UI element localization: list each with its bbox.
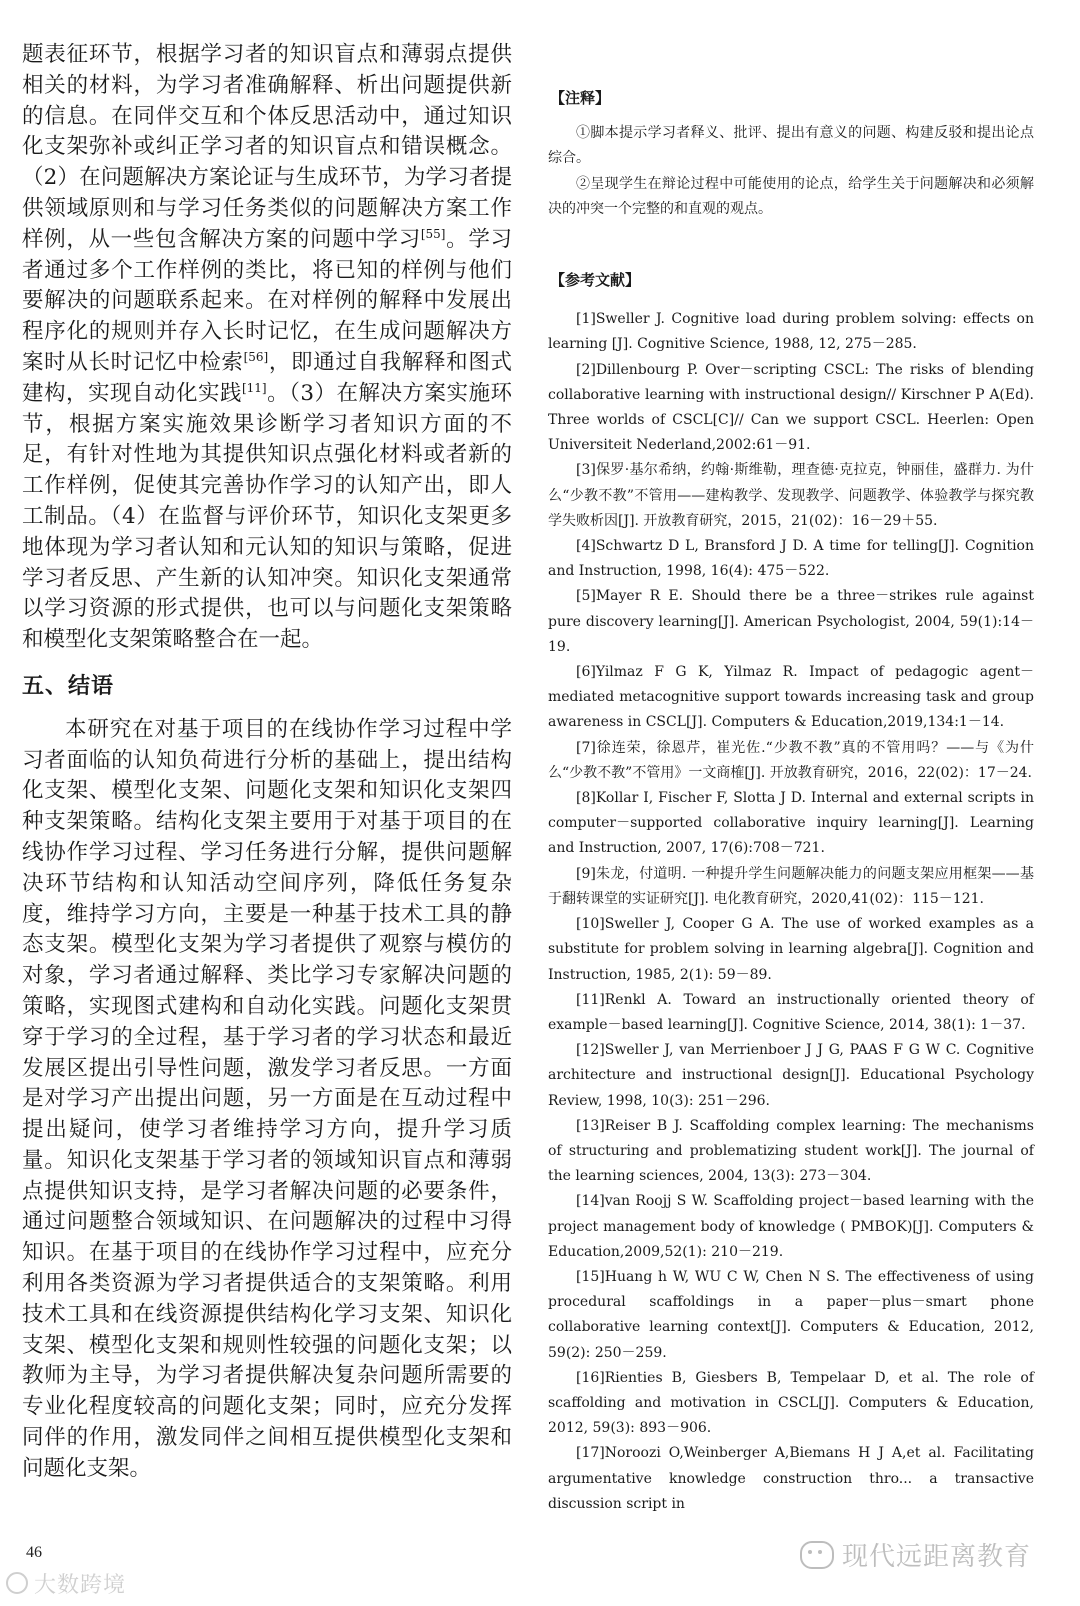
watermark-right-text: 现代远距离教育	[842, 1542, 1032, 1572]
notes-section	[548, 86, 1034, 222]
watermark-left-text: 大数跨境	[34, 1573, 127, 1598]
reference-item: [13]Reiser B J. Scaffolding complex learning: The mechanisms of structuring and problematizing student work[J]. The journal of the learning sciences, 2004, 13(3): 273－304.	[548, 1117, 1034, 1185]
citation-55: [55]	[420, 226, 446, 241]
reference-item: [16]Rienties B, Giesbers B, Tempelaar D, et al. The role of scaffolding and motivation in CSCL[J]. Computers & Education, 2012, 59(3): 893－906.	[548, 1369, 1034, 1437]
body-paragraph-continued: 题表征环节，根据学习者的知识盲点和薄弱点提供相关的材料，为学习者准确解释、析出问题提供新的信息。在同伴交互和个体反思活动中，通过知识化支架弥补或纠正学习者的知识盲点和错误概念。（2）在问题解决方案论证与生成环节，为学习者提供领域原则和与学习任务类似的问题解决方案工作样例，从一些包含解决方案的问题中学习[55]。学习者通过多个工作样例的类比，将已知的样例与他们要解决的问题联系起来。在对样例的解释中发展出程序化的规则并存入长时记忆，在生成问题解决方案时从长时记忆中检索[56]，即通过自我解释和图式建构，实现自动化实践[11]。（3）在解决方案实施环节，根据方案实施效果诊断学习者知识方面的不足，有针对性地为其提供知识点强化材料或者新的工作样例，促使其完善协作学习的认知产出，即人工制品。（4）在监督与评价环节，知识化支架更多地体现为学习者认知和元认知的知识与策略，促进学习者反思、产生新的认知冲突。知识化支架通常以学习资源的形式提供，也可以与问题化支架策略和模型化支架策略整合在一起。	[22, 42, 512, 653]
reference-item: [11]Renkl A. Toward an instructionally oriented theory of example－based learning[J]. Cognitive Science, 2014, 38(1): 1－37.	[548, 991, 1034, 1033]
page-number: 46	[26, 1544, 42, 1561]
watermark-right	[800, 1536, 1031, 1573]
note-item: ②呈现学生在辩论过程中可能使用的论点，给学生关于问题解决和必须解决的冲突一个完整的和直观的观点。	[548, 175, 1034, 217]
reference-item: [14]van Roojj S W. Scaffolding project－based learning with the project management body of knowledge ( PMBOK)[J]. Computers & Education,2009,52(1): 210－219.	[548, 1193, 1034, 1260]
notes-heading: 【注释】	[550, 89, 611, 107]
left-column	[22, 40, 512, 1485]
section-heading-conclusion: 五、结语	[22, 673, 115, 699]
reference-item: [4]Schwartz D L, Bransford J D. A time for telling[J]. Cognition and Instruction, 1998, 16(4): 475－522.	[548, 538, 1034, 580]
reference-item: [3]保罗·基尔希纳，约翰·斯维勒，理查德·克拉克，钟丽佳，盛群力. 为什么“少教不教”不管用——建构教学、发现教学、问题教学、体验教学与探究教学失败析因[J]. 开放教育研究，2015，21(02)：16－29＋55.	[548, 462, 1034, 529]
reference-item: [12]Sweller J, van Merrienboer J J G, PAAS F G W C. Cognitive architecture and instructional design[J]. Educational Psychology Review, 1998, 10(3): 251－296.	[548, 1042, 1034, 1109]
references-heading: 【参考文献】	[550, 271, 641, 290]
right-column	[548, 86, 1034, 1517]
reference-item: [9]朱龙，付道明. 一种提升学生问题解决能力的问题支架应用框架——基于翻转课堂的实证研究[J]. 电化教育研究，2020,41(02)：115－121.	[548, 865, 1034, 907]
references-section	[548, 268, 1034, 1517]
watermark-left	[6, 1568, 126, 1599]
reference-item: [8]Kollar I, Fischer F, Slotta J D. Internal and external scripts in computer－supported collaborative inquiry learning[J]. Learning and Instruction, 2007, 17(6):708－721.	[548, 790, 1034, 857]
wechat-icon	[800, 1541, 834, 1569]
conclusion-paragraph: 本研究在对基于项目的在线协作学习过程中学习者面临的认知负荷进行分析的基础上，提出结构化支架、模型化支架、问题化支架和知识化支架四种支架策略。结构化支架主要用于对基于项目的在线协作学习过程、学习任务进行分解，提供问题解决环节结构和认知活动空间序列，降低任务复杂度，维持学习方向，主要是一种基于技术工具的静态支架。模型化支架为学习者提供了观察与模仿的对象，学习者通过解释、类比学习专家解决问题的策略，实现图式建构和自动化实践。问题化支架贯穿于学习的全过程，基于学习者的学习状态和最近发展区提出引导性问题，激发学习者反思。一方面是对学习产出提出问题，另一方面是在互动过程中提出疑问，使学习者维持学习方向，提升学习质量。知识化支架基于学习者的领域知识盲点和薄弱点提供知识支持，是学习者解决问题的必要条件，通过问题整合领域知识、在问题解决的过程中习得知识。在基于项目的在线协作学习过程中，应充分利用各类资源为学习者提供适合的支架策略。利用技术工具和在线资源提供结构化学习支架、知识化支架、模型化支架和规则性较强的问题化支架；以教师为主导，为学习者提供解决复杂问题所需要的专业化程度较高的问题化支架；同时，应充分发挥同伴的作用，激发同伴之间相互提供模型化支架和问题化支架。	[22, 716, 512, 1481]
reference-item: [1]Sweller J. Cognitive load during problem solving: effects on learning [J]. Cognitive Science, 1988, 12, 275－285.	[548, 311, 1034, 353]
reference-item: [10]Sweller J, Cooper G A. The use of worked examples as a substitute for problem solving in learning algebra[J]. Cognition and Instruction, 1985, 2(1): 59－89.	[548, 916, 1034, 983]
watermark-logo-icon	[6, 1572, 28, 1594]
reference-item: [7]徐连荣，徐恩芹，崔光佐.“少教不教”真的不管用吗？——与《为什么“少教不教”不管用》一文商榷[J]. 开放教育研究，2016，22(02)：17－24.	[548, 739, 1034, 781]
citation-56: [56]	[243, 349, 269, 364]
note-item: ①脚本提示学习者释义、批评、提出有意义的问题、构建反驳和提出论点综合。	[548, 125, 1034, 167]
reference-item: [17]Noroozi O,Weinberger A,Biemans H J A,et al. Facilitating argumentative knowledge construction thro... a transactive discussion script in	[548, 1445, 1034, 1512]
reference-item: [2]Dillenbourg P. Over－scripting CSCL: The risks of blending collaborative learning with instructional design// Kirschner P A(Ed). Three worlds of CSCL[C]// Can we support CSCL. Heerlen: Open Universiteit Nederland,2002:61－91.	[548, 361, 1034, 454]
reference-item: [5]Mayer R E. Should there be a three－strikes rule against pure discovery learning[J]. American Psychologist, 2004, 59(1):14－19.	[548, 588, 1034, 655]
reference-item: [15]Huang h W, WU C W, Chen N S. The effectiveness of using procedural scaffoldings in a paper－plus－smart phone collaborative learning context[J]. Computers & Education, 2012, 59(2): 250－259.	[548, 1268, 1034, 1361]
citation-11: [11]	[241, 380, 267, 395]
reference-item: [6]Yilmaz F G K, Yilmaz R. Impact of pedagogic agent－mediated metacognitive support towards increasing task and group awareness in CSCL[J]. Computers & Education,2019,134:1－14.	[548, 664, 1034, 731]
